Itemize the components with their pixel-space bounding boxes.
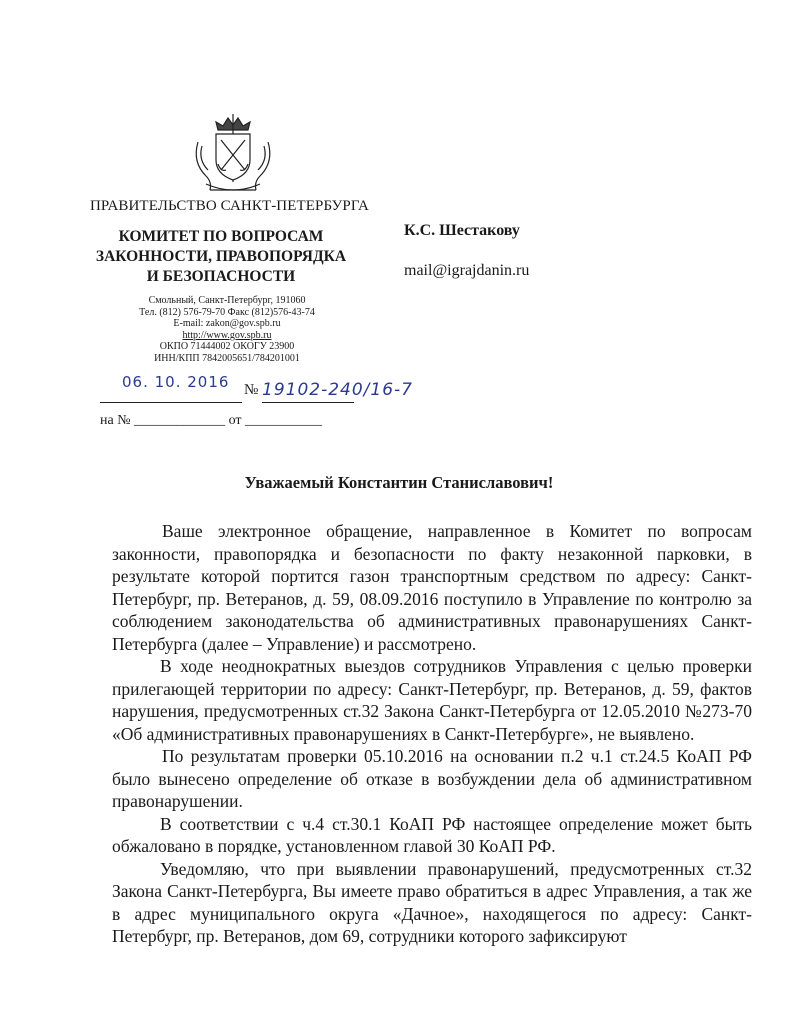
contact-email: E-mail: zakon@gov.spb.ru — [173, 318, 281, 330]
contact-inn: ИНН/КПП 7842005651/784201001 — [154, 352, 300, 364]
greeting: Уважаемый Константин Станиславович! — [244, 473, 554, 492]
contact-address: Смольный, Санкт-Петербург, 191060 — [148, 295, 306, 306]
letter-body — [112, 520, 752, 948]
committee-line: ЗАКОННОСТИ, ПРАВОПОРЯДКА — [95, 248, 347, 265]
number-underline — [262, 402, 354, 403]
contact-okpo: ОКПО 71444002 ОКОГУ 23900 — [159, 341, 295, 353]
handwritten-date: 06. 10. 2016 — [122, 373, 230, 391]
paragraph: По результатам проверки 05.10.2016 на основании п.2 ч.1 ст.24.5 КоАП РФ было вынесено определение об отказе в возбуждении дела об административном правонарушении. — [112, 746, 752, 811]
government-title: ПРАВИТЕЛЬСТВО САНКТ-ПЕТЕРБУРГА — [90, 198, 369, 214]
paragraph: В соответствии с ч.4 ст.30.1 КоАП РФ настоящее определение может быть обжаловано в порядке, установленном главой 30 КоАП РФ. — [112, 813, 752, 856]
contact-phone: Тел. (812) 576-79-70 Факс (812)576-43-74 — [139, 306, 315, 318]
committee-contacts — [102, 295, 352, 365]
reference-line: на № _____________ от ___________ — [100, 413, 322, 428]
committee-name — [90, 227, 352, 287]
committee-line: КОМИТЕТ ПО ВОПРОСАМ — [118, 228, 324, 245]
paragraph: Ваше электронное обращение, направленное в Комитет по вопросам законности, правопорядка и безопасности по факту незаконной парковки, в результате которой портится газон транспортным средством по адресу: Санкт-Петербург, пр. Ветеранов, д. 59, 08.09.2016 поступило в Управление по контролю за соблюдением законодательства об административных правонарушениях Санкт-Петербурга (далее – Управление) и рассмотрено. — [112, 521, 752, 654]
contact-website[interactable]: http://www.gov.spb.ru — [182, 329, 272, 341]
committee-line: И БЕЗОПАСНОСТИ — [146, 268, 296, 285]
recipient-email: mail@igrajdanin.ru — [404, 262, 530, 279]
paragraph: В ходе неоднократных выездов сотрудников Управления с целью проверки прилегающей территории по адресу: Санкт-Петербург, пр. Ветеранов, д. 59, фактов нарушения, предусмотренных ст.32 Закона Санкт-Петербурга от 12.05.2010 №273-70 «Об административных правонарушениях в Санкт-Петербурге», не выявлено. — [112, 656, 752, 744]
number-sign: № — [244, 382, 259, 398]
st-petersburg-coat-of-arms-icon — [188, 112, 278, 196]
date-underline — [100, 402, 242, 403]
paragraph: Уведомляю, что при выявлении правонарушений, предусмотренных ст.32 Закона Санкт-Петербурга, Вы имеете право обратиться в адрес Управления, а так же в адрес муниципального округа «Дачное», находящегося по адресу: Санкт-Петербург, пр. Ветеранов, дом 69, сотрудники которого зафиксируют — [112, 858, 752, 946]
recipient-name: К.С. Шестакову — [404, 222, 520, 239]
handwritten-number: 19102-240/16-7 — [262, 380, 413, 400]
